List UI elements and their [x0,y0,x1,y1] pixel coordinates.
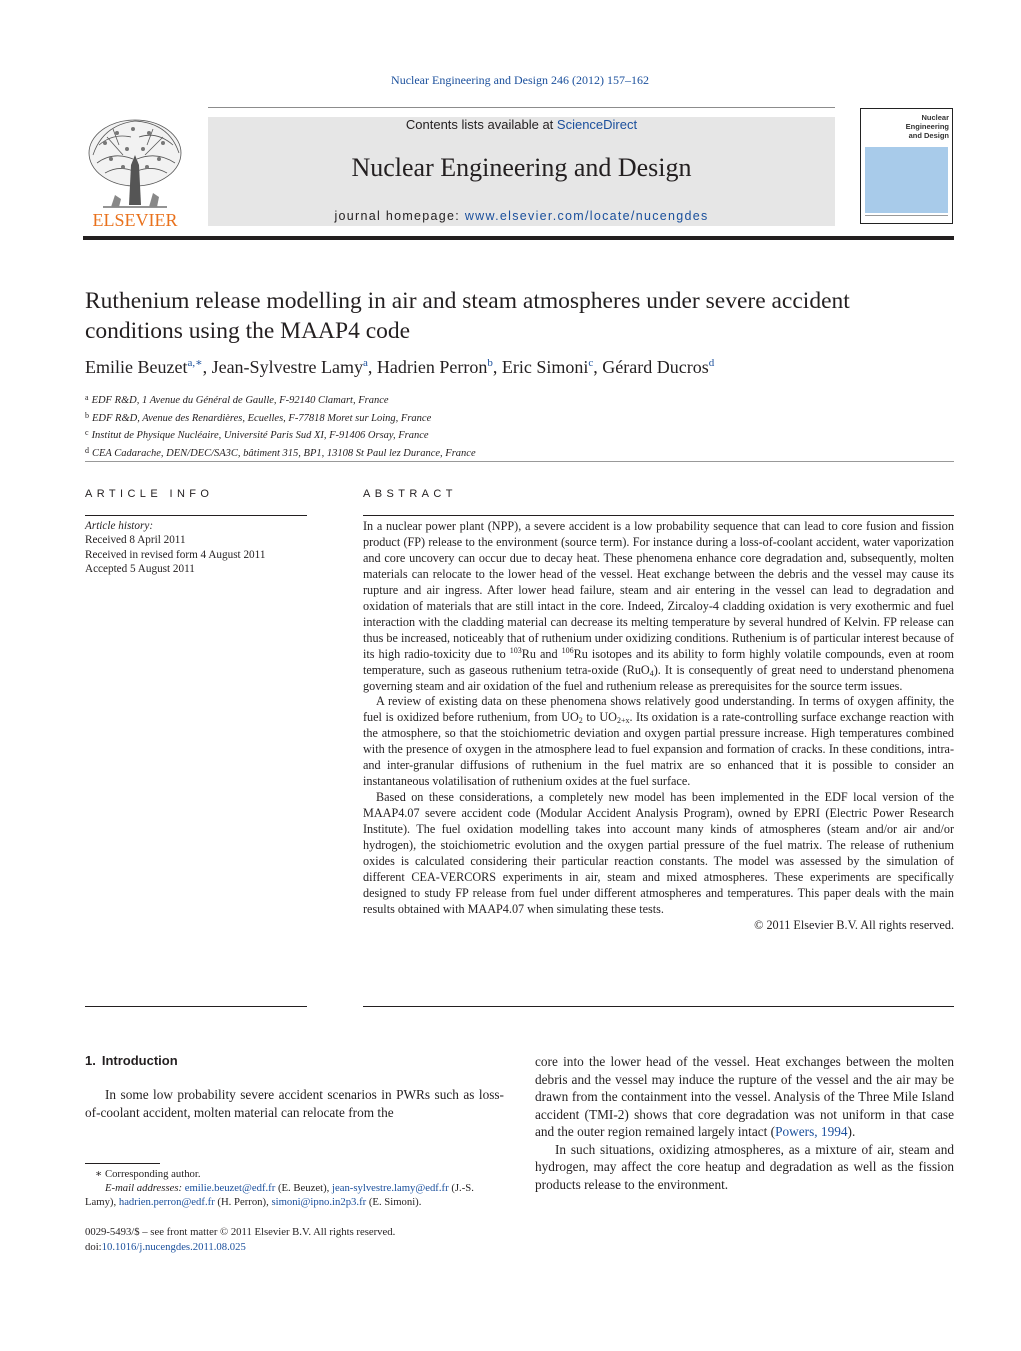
abstract-text: A review of existing data on these phenomena shows relatively good understanding. In terms of oxygen affinity, the fuel is oxidized before ruthenium, from UO [363,694,954,725]
email-owner: (E. Simoni). [366,1196,422,1208]
footnote [85,1167,504,1209]
doi-line [85,1240,504,1255]
email-addresses [85,1181,504,1209]
body-paragraph [535,1053,954,1141]
body-column-right [535,1053,954,1193]
section-heading [85,1053,178,1068]
author-affiliation-mark[interactable]: a,∗ [187,357,203,369]
affiliation-mark: b [85,410,89,420]
affiliation-text: Institut de Physique Nucléaire, Université Paris Sud XI, F-91406 Orsay, France [91,430,429,441]
abstract-rule-top [363,515,954,516]
corresponding-label: Corresponding author. [104,1168,201,1180]
corresponding-author-note [85,1167,504,1181]
accepted-date: Accepted 5 August 2011 [85,563,195,576]
cover-footer [865,215,948,222]
abstract-paragraph: Based on these considerations, a completely new model has been implemented in the EDF local version of the MAAP4.07 severe accident code (Modular Accident Analysis Program), owned by EPRI (Electric Power Research Institute). The fuel oxidation modelling takes into account many kinds of atmospheres (steam and/or air and/or hydrogen), the stoichiometric evolution and the oxygen partial pressure of the fuel matrix. The release of ruthenium oxides is calculated considering their particular reaction constants. The model was assessed by the simulation of different CEA-VERCORS experiments in air, steam and mixed atmospheres. These experiments are specifically designed to study FP release from fuel under different atmospheres and temperatures. This paper deals with the main results obtained with MAAP4.07 when simulating these tests. [363,790,954,916]
affiliation-mark: a [85,393,89,402]
abstract-text: In a nuclear power plant (NPP), a severe accident is a low probability sequence that can lead to core fusion and fission product (FP) release to the environment (source term). For instance during a loss-of-coolant accident, water vaporization and core uncovery can occur due to decay heat. These phenomena enhance core degradation and, subsequently, molten materials can relocate to the lower head of the vessel. Heat exchange between the debris and the vessel may cause its rupture and air ingress. After lower head failure, steam and air entering in the vessel can lead to degradation and oxidation of materials that are still intact in the core. Indeed, Zircaloy-4 cladding oxidation is very exothermic and fuel interaction with the cladding material can decrease its melting temperature by several hundred of Kelvin. FP release can thus be increased, noticeably that of ruthenium under oxidizing conditions. Ruthenium is of particular interest because of its high radio-toxicity due to [363,519,954,661]
affiliation-text: EDF R&D, Avenue des Renardières, Ecuelles, F-77818 Moret sur Loing, France [92,412,432,424]
article-info-rule-top [85,515,307,516]
paper-title: Ruthenium release modelling in air and steam atmospheres under severe accident conditions using the MAAP4 code [85,288,850,344]
isotope-mass: 106 [561,645,574,655]
author-affiliation-mark[interactable]: b [487,357,493,369]
author-name: Jean-Sylvestre Lamy [211,357,364,377]
front-matter-info [85,1225,504,1254]
doi-label: doi: [85,1240,102,1253]
affiliation-rule [85,461,954,462]
body-text: core into the lower head of the vessel. Heat exchanges between the molten debris and the vessel may induce the rupture of the vessel and the air may be drawn from the containment into the vessel. Analysis of the Three Mile Island accident (TMI-2) shows that core degradation was not uniform in that case and the outer region remained largely intact ( [535,1054,954,1139]
isotope-mass: 103 [509,645,522,655]
affiliation [85,409,955,427]
article-info-heading: ARTICLE INFO [85,488,214,500]
cover-title-line2: and Design [908,131,949,140]
footnote-rule [85,1163,160,1164]
author-name: Gérard Ducros [602,357,709,377]
doi-link[interactable]: 10.1016/j.nucengdes.2011.08.025 [101,1240,246,1253]
subscript: 2 [578,716,583,726]
elsevier-wordmark: ELSEVIER [92,210,178,230]
email-owner: (J.-S. Lamy), [85,1182,474,1208]
cover-title-line1: Nuclear Engineering [905,113,949,131]
affiliation [85,391,955,409]
cover-header [861,109,952,145]
abstract-body [363,519,954,934]
author-name: Eric Simoni [501,357,589,377]
author-list: Emilie Beuzet$^{a,∗}$, Jean-Sylvestre Lamy$^a$, Hadrien Perron$^b$, Eric Simoni$^c$, Gérard Ducros$^d$ [85,357,715,377]
copyright: © 2011 Elsevier B.V. All rights reserved. [754,917,954,932]
abstract-text: ). It is consequently of great need to understand phenomena governing steam and air oxidation of the fuel and ruthenium release as prerequisites for the source term issues. [363,662,954,693]
section-number: 1. [85,1053,96,1068]
issn-line: 0029-5493/$ – see front matter © 2011 Elsevier B.V. All rights reserved. [85,1226,396,1238]
email-link[interactable]: hadrien.perron@edf.fr [118,1196,215,1208]
contents-prefix: Contents lists available at [405,117,557,132]
email-label: E-mail addresses: [105,1182,183,1194]
sciencedirect-link[interactable]: ScienceDirect [556,117,638,132]
journal-cover-thumbnail[interactable] [860,108,953,224]
email-link[interactable]: emilie.beuzet@edf.fr [184,1182,276,1194]
affiliation [85,426,955,444]
affiliation-mark: c [85,428,89,437]
subscript: 4 [649,668,654,678]
body-paragraph: In such situations, oxidizing atmospheres, as a mixture of air, steam and hydrogen, may affect the core heatup and degradation as well as the fission products release to the environment. [535,1141,954,1192]
abstract-text: Ru isotopes and its ability to form highly volatile compounds, even at room temperature, such as gaseous ruthenium tetra-oxide (RuO [363,646,954,677]
abstract-paragraph [363,694,954,790]
affiliation-text: EDF R&D, 1 Avenue du Général de Gaulle, F-92140 Clamart, France [91,395,389,406]
abstract-paragraph [363,519,954,694]
received-date: Received 8 April 2011 [85,534,186,547]
journal-title: Nuclear Engineering and Design [351,153,692,182]
abstract-text: . Its oxidation is a rate-controlling surface exchange reaction with the atmosphere, so that the stoichiometric deviation and oxygen partial pressure increase. High temperatures combined with the presence of oxygen in the atmosphere lead to fuel expansion and formation of cracks. In these conditions, intra- and inter-granular diffusions of ruthenium in the fuel matrix are so enhanced that it is possible to consider an instantaneous volatilisation of ruthenium oxides at the fuel surface. [363,710,954,789]
section-title: Introduction [101,1053,178,1068]
author-affiliation-mark[interactable]: a [363,357,368,369]
abstract-text: to UO [582,710,617,725]
author-name: Hadrien Perron [376,357,488,377]
author-affiliation-mark[interactable]: d [708,357,715,369]
author-name: Emilie Beuzet [85,357,188,377]
affiliation [85,444,955,462]
email-link[interactable]: jean-sylvestre.lamy@edf.fr [331,1182,449,1194]
body-text: ). [847,1124,856,1139]
affiliation-text: CEA Cadarache, DEN/DEC/SA3C, bâtiment 315, BP1, 13108 St Paul lez Durance, France [92,447,476,459]
contents-available-line [208,117,835,132]
journal-citation[interactable]: Nuclear Engineering and Design 246 (2012) 157–162 [391,73,649,87]
abstract-rule-bottom [363,1006,954,1007]
history-label: Article history: [85,520,154,532]
elsevier-tree-logo [83,115,187,230]
homepage-prefix: journal homepage: [334,209,465,223]
article-info-rule-bottom [85,1006,307,1007]
body-paragraph: In some low probability severe accident scenarios in PWRs such as loss-of-coolant accident, molten material can relocate from the [85,1087,504,1120]
header-thick-rule [83,236,954,240]
email-owner: (E. Beuzet), [275,1182,332,1194]
abstract-heading: ABSTRACT [363,488,457,500]
author-affiliation-mark[interactable]: c [588,357,594,369]
email-owner: (H. Perron), [214,1196,272,1208]
reference-link[interactable]: Powers, 1994 [775,1124,848,1139]
journal-homepage-line [208,209,835,223]
article-history [85,519,307,577]
journal-banner [208,117,835,226]
homepage-link[interactable]: www.elsevier.com/locate/nucengdes [464,209,709,223]
footnote-mark: ∗ [95,1168,103,1180]
email-link[interactable]: simoni@ipno.in2p3.fr [271,1196,367,1208]
abstract-text: Ru and [521,646,562,661]
cover-title [879,113,949,140]
cover-image [865,147,948,213]
affiliation-list [85,391,955,461]
subscript: 2+x [616,716,630,726]
revised-date: Received in revised form 4 August 2011 [85,548,266,561]
affiliation-mark: d [85,445,89,455]
header-rule [208,107,835,108]
